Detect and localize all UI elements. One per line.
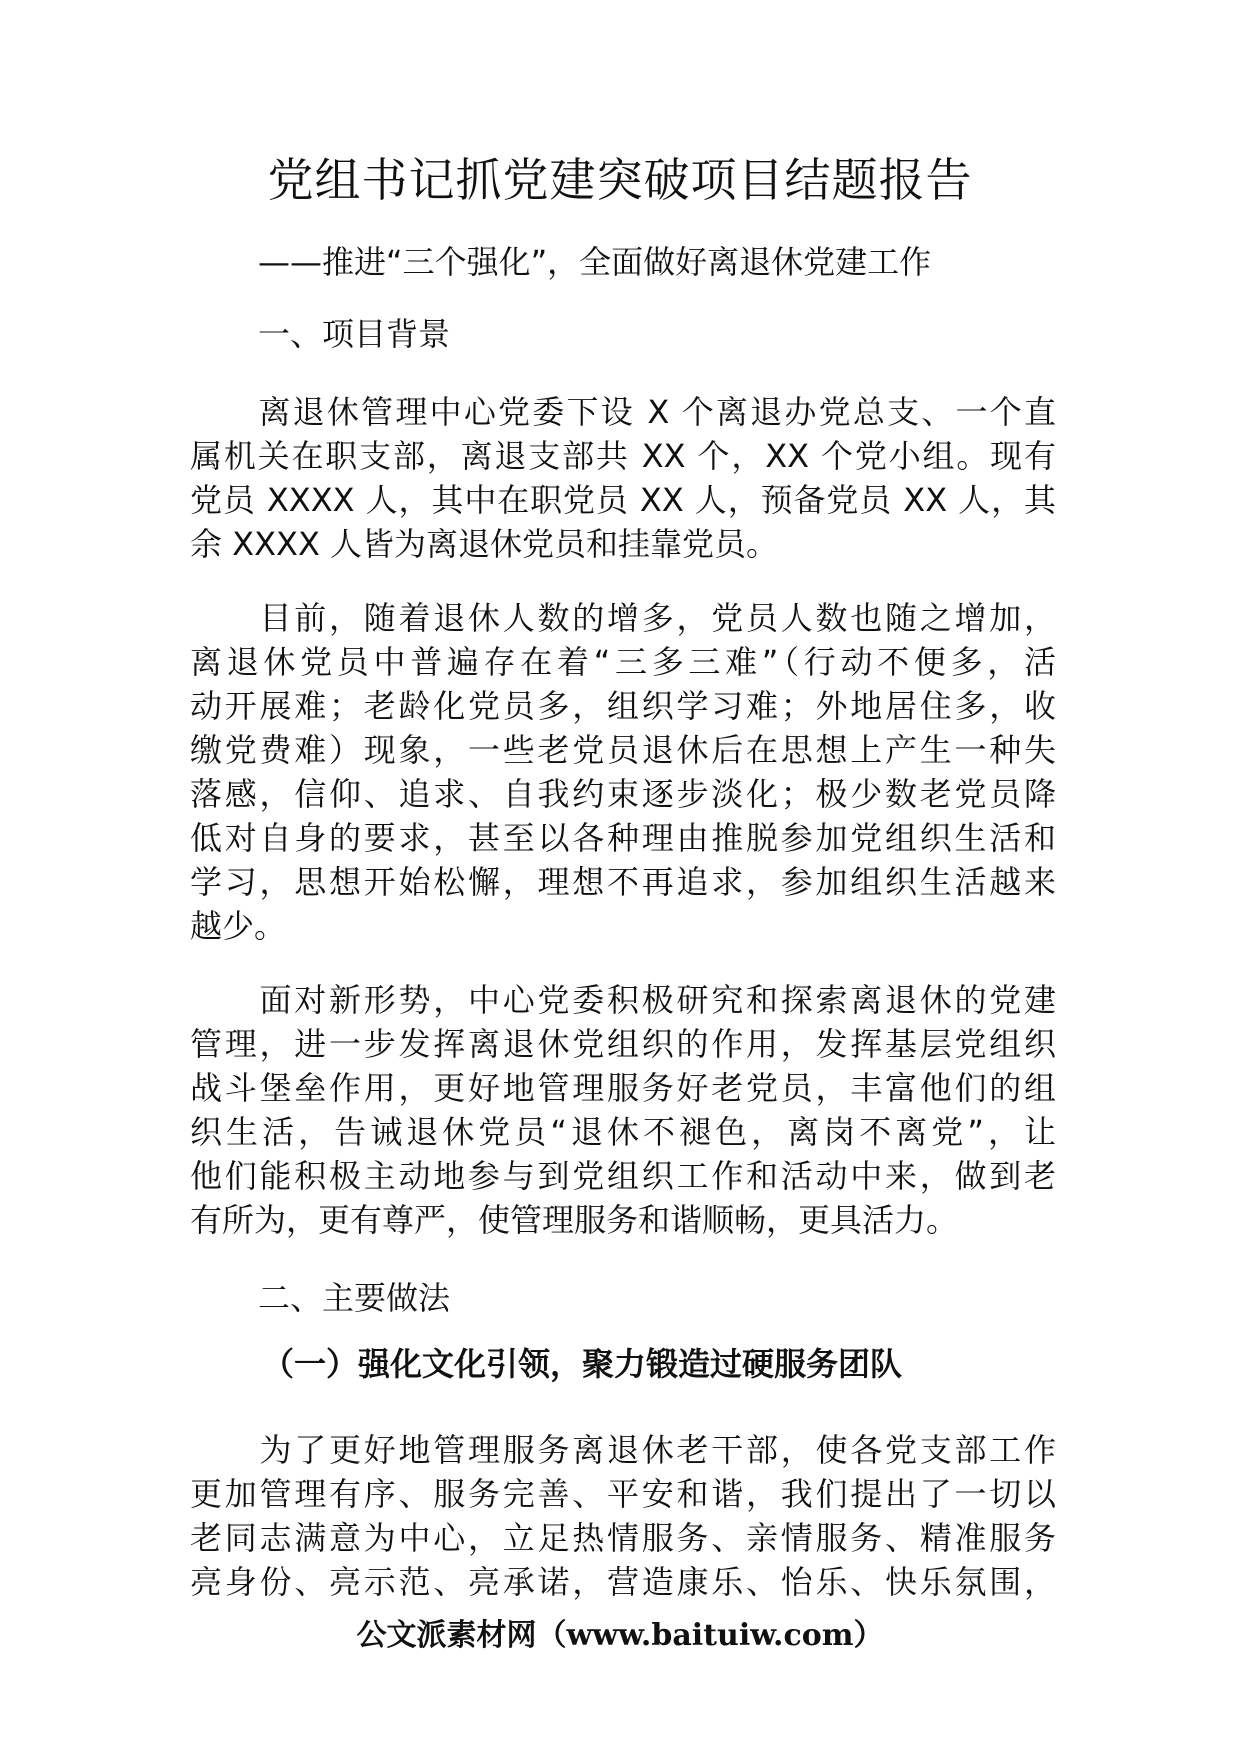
paragraph-line: 党员 XXXX 人，其中在职党员 XX 人，预备党员 XX 人，其 <box>190 481 1056 519</box>
paragraph-line: 落感，信仰、追求、自我约束逐步淡化；极少数老党员降 <box>190 775 1056 813</box>
paragraph-line: 有所为，更有尊严，使管理服务和谐顺畅，更具活力。 <box>190 1201 959 1239</box>
footer-watermark: 公文派素材网（www.baituiw.com） <box>356 1618 884 1653</box>
paragraph-line: 面对新形势，中心党委积极研究和探索离退休的党建 <box>190 981 1056 1019</box>
paragraph-line: 战斗堡垒作用，更好地管理服务好老党员，丰富他们的组 <box>190 1069 1056 1107</box>
paragraph-background-2 <box>190 596 1056 948</box>
subsection-heading: （一）强化文化引领，聚力锻造过硬服务团队 <box>262 1345 903 1383</box>
paragraph-line: 低对自身的要求，甚至以各种理由推脱参加党组织生活和 <box>190 819 1056 857</box>
document-title: 党组书记抓党建突破项目结题报告 <box>267 153 973 207</box>
paragraph-line: 缴党费难）现象，一些老党员退休后在思想上产生一种失 <box>190 731 1056 769</box>
paragraph-line: 更加管理有序、服务完善、平安和谐，我们提出了一切以 <box>190 1475 1056 1513</box>
paragraph-line: 目前，随着退休人数的增多，党员人数也随之增加， <box>190 599 1056 637</box>
paragraph-line: 织生活，告诫退休党员“退休不褪色，离岗不离党”，让 <box>190 1113 1056 1151</box>
paragraph-line: 亮身份、亮示范、亮承诺，营造康乐、怡乐、快乐氛围， <box>190 1563 1056 1601</box>
section-heading-methods: 二、主要做法 <box>258 1279 451 1317</box>
paragraph-line: 管理，进一步发挥离退休党组织的作用，发挥基层党组织 <box>190 1025 1056 1063</box>
paragraph-line: 属机关在职支部，离退支部共 XX 个，XX 个党小组。现有 <box>190 437 1056 475</box>
paragraph-line: 学习，思想开始松懈，理想不再追求，参加组织生活越来 <box>190 863 1056 901</box>
section-heading-background: 一、项目背景 <box>258 315 451 353</box>
paragraph-line: 越少。 <box>190 907 287 945</box>
paragraph-line: 动开展难；老龄化党员多，组织学习难；外地居住多，收 <box>190 687 1056 725</box>
paragraph-line: 离退休管理中心党委下设 X 个离退办党总支、一个直 <box>190 393 1056 431</box>
paragraph-line: 老同志满意为中心，立足热情服务、亲情服务、精准服务 <box>190 1519 1056 1557</box>
document-subtitle: ——推进“三个强化”，全面做好离退休党建工作 <box>258 243 932 281</box>
paragraph-line: 为了更好地管理服务离退休老干部，使各党支部工作 <box>190 1431 1056 1469</box>
paragraph-line: 他们能积极主动地参与到党组织工作和活动中来，做到老 <box>190 1157 1056 1195</box>
paragraph-methods-1 <box>190 1428 1056 1604</box>
paragraph-background-3 <box>190 978 1056 1242</box>
paragraph-background-1 <box>190 390 1056 566</box>
paragraph-line: 离退休党员中普遍存在着“三多三难”（行动不便多，活 <box>190 643 1056 681</box>
paragraph-line: 余 XXXX 人皆为离退休党员和挂靠党员。 <box>190 525 779 563</box>
